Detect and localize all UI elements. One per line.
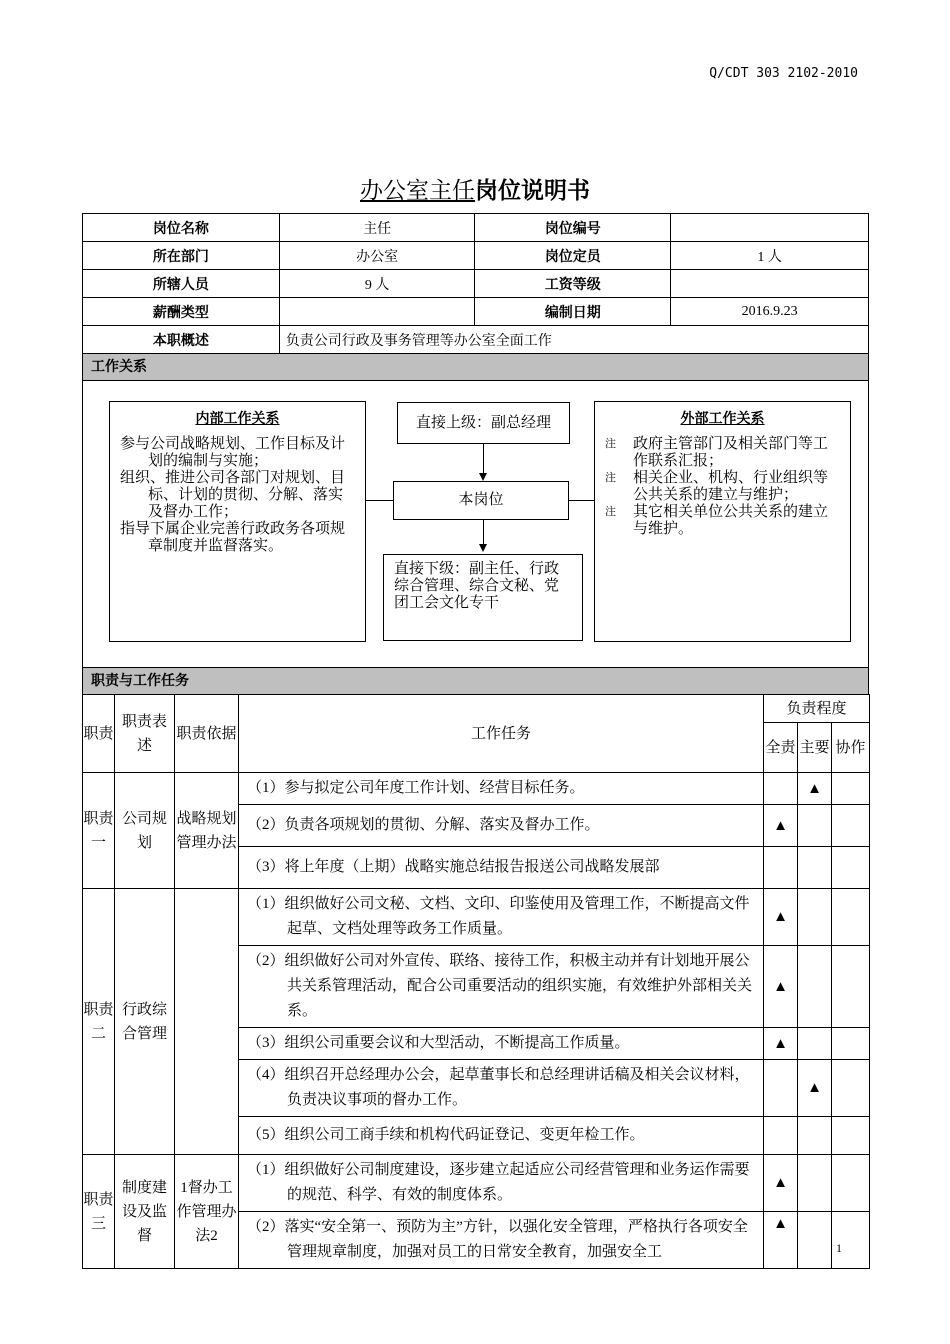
this-post-box: 本岗位 <box>393 481 569 520</box>
dept-label: 所在部门 <box>83 242 280 270</box>
note-bullet: 注 <box>605 438 616 450</box>
mark-main <box>798 1028 832 1060</box>
task-text: （2）负责各项规划的贯彻、分解、落实及督办工作。 <box>239 805 764 847</box>
duty-basis: 1督办工作管理办法2 <box>175 1155 239 1269</box>
header-duty: 职责 <box>83 695 115 773</box>
staff-value: 9 人 <box>279 270 475 298</box>
task-text: （4）组织召开总经理办公会，起草董事长和总经理讲话稿及相关会议材料，负责决议事项的督办工作。 <box>239 1060 764 1117</box>
post-no-label: 岗位编号 <box>475 214 671 242</box>
document-code: Q/CDT 303 2102-2010 <box>709 66 858 81</box>
quota-label: 岗位定员 <box>475 242 671 270</box>
external-relations-list <box>605 436 842 538</box>
duty-name: 职责一 <box>83 773 115 889</box>
connector-line <box>366 500 393 501</box>
mark-assist <box>832 847 870 889</box>
arrow-down-icon <box>479 544 487 552</box>
mark-assist <box>832 1155 870 1212</box>
summary-value: 负责公司行政及事务管理等办公室全面工作 <box>279 326 868 354</box>
mark-assist <box>832 1212 870 1269</box>
mark-full <box>764 847 798 889</box>
note-bullet: 注 <box>605 506 616 518</box>
duties-section-header: 职责与工作任务 <box>82 667 869 695</box>
triangle-mark-icon: ▲ <box>807 780 822 797</box>
superior-box: 直接上级：副总经理 <box>397 402 570 444</box>
mark-assist <box>832 889 870 946</box>
mark-full <box>764 1212 798 1269</box>
task-text: （1）组织做好公司文秘、文档、文印、印鉴使用及管理工作，不断提高文件起草、文档处理等政务工作质量。 <box>239 889 764 946</box>
connector-line <box>483 520 484 546</box>
subordinate-box: 直接下级：副主任、行政综合管理、综合文秘、党团工会文化专干 <box>383 554 583 641</box>
mark-main <box>798 773 832 805</box>
header-full: 全责 <box>764 723 798 773</box>
triangle-mark-icon: ▲ <box>773 909 788 925</box>
page-title <box>0 172 950 205</box>
internal-relations-title: 内部工作关系 <box>195 411 280 427</box>
post-name-value: 主任 <box>279 214 475 242</box>
duty-desc: 制度建设及监督 <box>115 1155 175 1269</box>
task-text: （2）落实“安全第一、预防为主”方针，以强化安全管理，严格执行各项安全管理规章制度，加强对员工的日常安全教育，加强安全工 <box>239 1212 764 1269</box>
quota-value: 1 人 <box>671 242 869 270</box>
task-text: （1）组织做好公司制度建设，逐步建立起适应公司经营管理和业务运作需要的规范、科学、有效的制度体系。 <box>239 1155 764 1212</box>
task-text: （1）参与拟定公司年度工作计划、经营目标任务。 <box>239 773 764 805</box>
post-name-label: 岗位名称 <box>83 214 280 242</box>
mark-main <box>798 1060 832 1117</box>
mark-main <box>798 946 832 1028</box>
internal-item: 指导下属企业完善行政政务各项规章制度并监督落实。 <box>120 521 346 554</box>
duty-desc: 公司规划 <box>115 773 175 889</box>
mark-assist <box>832 946 870 1028</box>
mark-main <box>798 889 832 946</box>
mark-main <box>798 1117 832 1155</box>
triangle-mark-icon: ▲ <box>773 1175 788 1191</box>
note-bullet: 注 <box>605 472 616 484</box>
triangle-mark-icon: ▲ <box>773 1035 788 1052</box>
mark-assist <box>832 1060 870 1117</box>
mark-assist <box>832 773 870 805</box>
mark-full <box>764 946 798 1028</box>
mark-assist <box>832 1028 870 1060</box>
pay-type-value <box>279 298 475 326</box>
triangle-mark-icon: ▲ <box>773 817 788 834</box>
dept-value: 办公室 <box>279 242 475 270</box>
summary-label: 本职概述 <box>83 326 280 354</box>
mark-full <box>764 773 798 805</box>
connector-line <box>483 444 484 476</box>
mark-full <box>764 889 798 946</box>
mark-full <box>764 1155 798 1212</box>
external-item: 注 相关企业、机构、行业组织等公共关系的建立与维护； <box>605 470 829 503</box>
duty-desc: 行政综合管理 <box>115 889 175 1155</box>
staff-label: 所辖人员 <box>83 270 280 298</box>
internal-item: 组织、推进公司各部门对规划、目标、计划的贯彻、分解、落实及督办工作； <box>120 470 346 520</box>
mark-full <box>764 1117 798 1155</box>
connector-line <box>569 500 594 501</box>
triangle-mark-icon: ▲ <box>807 1080 822 1096</box>
mark-assist <box>832 1117 870 1155</box>
arrow-down-icon <box>479 473 487 481</box>
internal-item: 参与公司战略规划、工作目标及计划的编制与实施； <box>120 436 346 469</box>
date-label: 编制日期 <box>475 298 671 326</box>
title-doc: 岗位说明书 <box>475 178 590 204</box>
header-assist: 协作 <box>832 723 870 773</box>
header-basis: 职责依据 <box>175 695 239 773</box>
mark-assist <box>832 805 870 847</box>
triangle-mark-icon: ▲ <box>773 978 788 995</box>
task-text: （2）组织做好公司对外宣传、联络、接待工作，积极主动并有计划地开展公共关系管理活动，配合公司重要活动的组织实施，有效维护外部相关关系。 <box>239 946 764 1028</box>
relations-diagram <box>82 381 869 668</box>
task-text: （3）组织公司重要会议和大型活动，不断提高工作质量。 <box>239 1028 764 1060</box>
header-degree: 负责程度 <box>764 695 870 723</box>
mark-full <box>764 805 798 847</box>
salary-grade-value <box>671 270 869 298</box>
header-task: 工作任务 <box>239 695 764 773</box>
duty-basis: 战略规划管理办法 <box>175 773 239 889</box>
mark-full <box>764 1060 798 1117</box>
duties-table <box>82 694 870 1269</box>
mark-main <box>798 1155 832 1212</box>
pay-type-label: 薪酬类型 <box>83 298 280 326</box>
duty-basis <box>175 889 239 1155</box>
post-no-value <box>671 214 869 242</box>
mark-full <box>764 1028 798 1060</box>
triangle-mark-icon: ▲ <box>773 1216 788 1232</box>
page-number: 1 <box>836 1241 842 1255</box>
header-main: 主要 <box>798 723 832 773</box>
salary-grade-label: 工资等级 <box>475 270 671 298</box>
mark-main <box>798 847 832 889</box>
duty-name: 职责二 <box>83 889 115 1155</box>
mark-main <box>798 1212 832 1269</box>
external-item: 注 政府主管部门及相关部门等工作联系汇报； <box>605 436 829 469</box>
external-relations-title: 外部工作关系 <box>680 411 765 427</box>
external-item: 注 其它相关单位公共关系的建立与维护。 <box>605 504 829 537</box>
task-text: （5）组织公司工商手续和机构代码证登记、变更年检工作。 <box>239 1117 764 1155</box>
external-relations-box <box>594 401 851 642</box>
relations-section-header: 工作关系 <box>82 353 869 381</box>
duty-name: 职责三 <box>83 1155 115 1269</box>
title-post: 办公室主任 <box>360 178 475 204</box>
post-info-table <box>82 213 869 354</box>
header-desc: 职责表述 <box>115 695 175 773</box>
internal-relations-list <box>120 436 355 555</box>
date-value: 2016.9.23 <box>671 298 869 326</box>
internal-relations-box <box>109 401 366 642</box>
task-text: （3）将上年度（上期）战略实施总结报告报送公司战略发展部 <box>239 847 764 889</box>
mark-main <box>798 805 832 847</box>
